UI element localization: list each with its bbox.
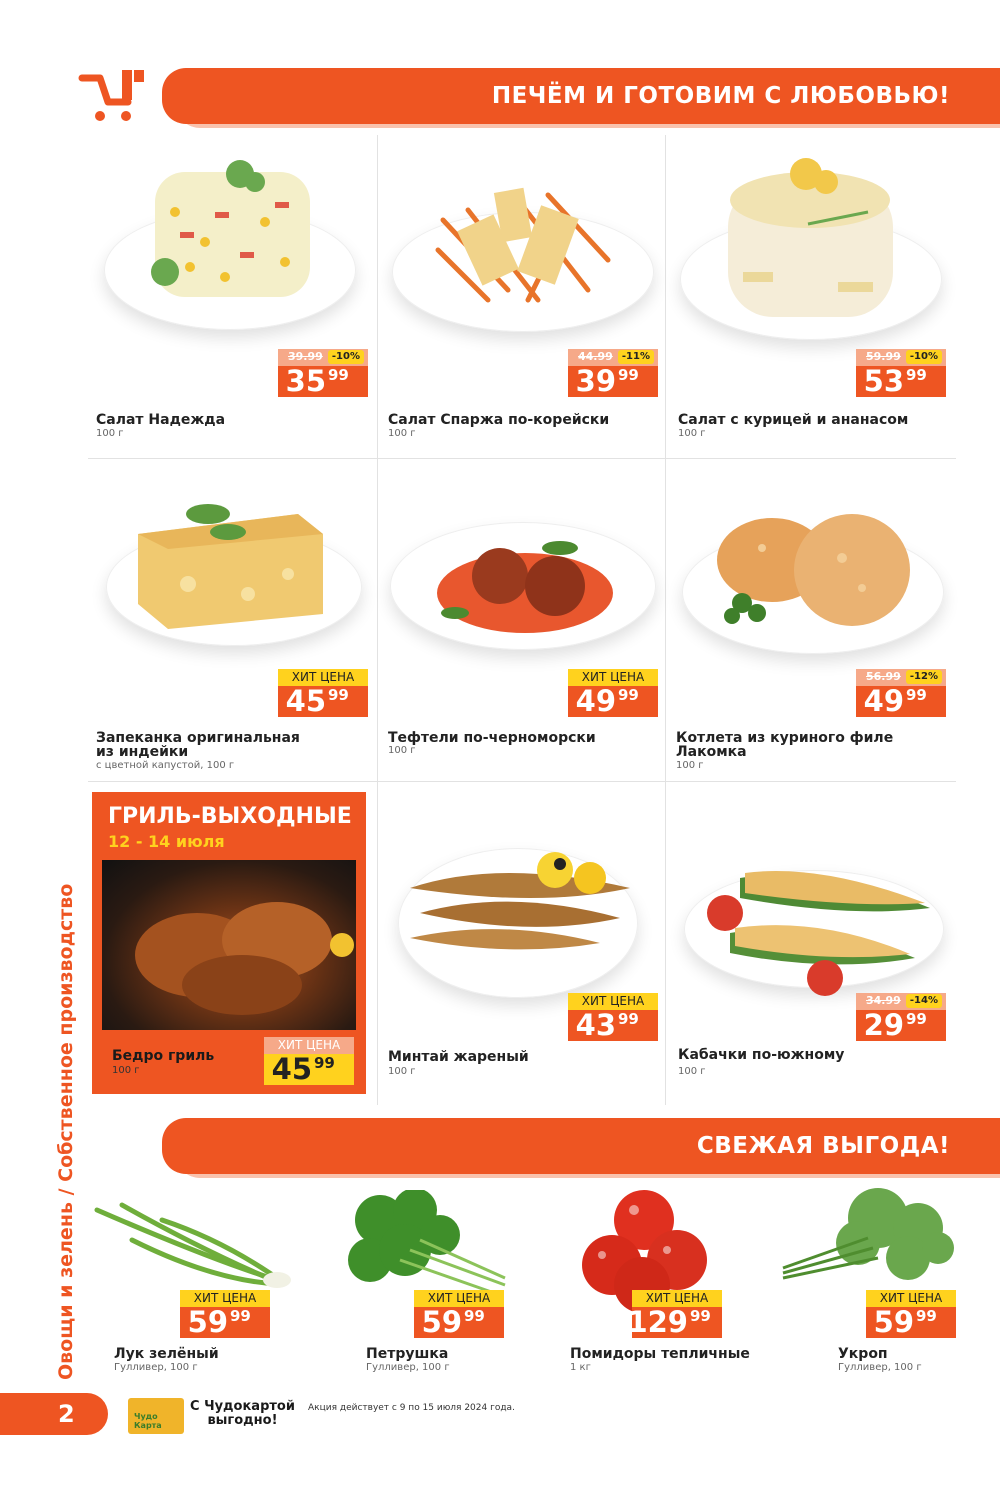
discount-badge: -11% [618,350,654,364]
price-tag [264,1037,354,1085]
price-kop: 99 [618,686,639,704]
product-weight: Гулливер, 100 г [838,1362,922,1373]
price-rub: 59 [187,1305,228,1339]
product-weight: 100 г [388,1066,416,1077]
price-tag [856,993,946,1041]
product-weight: 100 г [678,1066,706,1077]
price-kop: 99 [328,366,349,384]
product-weight: 100 г [112,1065,140,1076]
product-weight: Гулливер, 100 г [366,1362,450,1373]
product-name: из индейки [96,744,189,760]
hit-price-label: ХИТ ЦЕНА [568,993,658,1010]
product-weight: 1 кг [570,1362,591,1373]
discount-badge: -10% [906,350,942,364]
product-name: Запеканка оригинальная [96,730,300,746]
hit-price-label: ХИТ ЦЕНА [414,1290,504,1307]
old-price: 39.99 [288,350,323,363]
discount-badge: -12% [906,670,942,684]
green-onion-icon [92,1200,292,1295]
product-name: Лук зелёный [114,1346,219,1362]
section-banner [162,1118,1000,1174]
asparagus-salad-icon [428,180,618,310]
price-rub: 49 [575,684,616,718]
price-rub: 35 [285,364,326,398]
card-brand: Чудо Карта [134,1412,162,1430]
chicken-pineapple-salad-icon [718,152,903,322]
fried-fish-icon [400,848,640,958]
grid-divider [88,458,956,459]
grid-divider [377,135,378,1105]
dill-icon [778,1188,958,1298]
product-name: Минтай жареный [388,1049,529,1065]
discount-badge: -10% [328,350,364,364]
store-logo-icon [78,66,148,126]
price-rub: 45 [271,1052,312,1086]
product-name: Кабачки по-южному [678,1047,845,1063]
price-rub: 29 [863,1008,904,1042]
price-kop: 99 [906,366,927,384]
price-rub: 129 [627,1305,688,1339]
hit-price-label: ХИТ ЦЕНА [632,1290,722,1307]
product-name: Укроп [838,1346,888,1362]
price-rub: 59 [421,1305,462,1339]
product-name: Бедро гриль [112,1048,215,1064]
discount-badge: -14% [906,994,942,1008]
old-price: 34.99 [866,994,901,1007]
price-tag [627,1290,722,1339]
hit-price-label: ХИТ ЦЕНА [180,1290,270,1307]
side-category-label: Овощи и зелень / Собственное производство [55,883,77,1380]
product-weight: 100 г [96,428,124,439]
old-price: 56.99 [866,670,901,683]
price-kop: 99 [618,366,639,384]
price-tag [856,349,946,397]
hit-price-label: ХИТ ЦЕНА [866,1290,956,1307]
product-name: Лакомка [676,744,747,760]
page-title: ПЕЧЁМ И ГОТОВИМ С ЛЮБОВЬЮ! [491,83,950,109]
meatballs-icon [430,538,620,638]
chicken-cutlet-icon [712,508,912,633]
price-rub: 49 [863,684,904,718]
grill-weekend-promo [92,792,366,1094]
grilled-chicken-icon [102,860,356,1030]
old-price: 59.99 [866,350,901,363]
product-name: Салат с курицей и ананасом [678,412,909,428]
price-kop: 99 [314,1054,335,1072]
stuffed-zucchini-icon [700,858,940,998]
card-slogan [190,1400,295,1428]
loyalty-card-icon [128,1398,184,1434]
product-weight: с цветной капустой, 100 г [96,760,235,771]
old-price: 44.99 [578,350,613,363]
price-tag [856,669,946,717]
price-rub: 43 [575,1008,616,1042]
grid-divider [88,781,956,782]
promo-validity: Акция действует с 9 по 15 июля 2024 года. [308,1403,515,1413]
price-rub: 39 [575,364,616,398]
product-weight: 100 г [678,428,706,439]
price-tag [278,349,368,397]
price-kop: 99 [464,1307,485,1325]
price-kop: 99 [906,1010,927,1028]
price-tag [414,1290,504,1338]
hit-price-label: ХИТ ЦЕНА [568,669,658,686]
price-kop: 99 [230,1307,251,1325]
crab-salad-icon [145,152,320,302]
product-name: Тефтели по-черноморски [388,730,596,746]
price-rub: 45 [285,684,326,718]
product-weight: Гулливер, 100 г [114,1362,198,1373]
product-weight: 100 г [388,428,416,439]
section-title: СВЕЖАЯ ВЫГОДА! [696,1133,950,1159]
price-tag [180,1290,270,1338]
hit-price-label: ХИТ ЦЕНА [278,669,368,686]
page-number: 2 [58,1400,75,1428]
price-kop: 99 [690,1307,711,1325]
price-kop: 99 [618,1010,639,1028]
casserole-icon [128,494,328,634]
price-kop: 99 [916,1307,937,1325]
page-number-badge [0,1393,108,1435]
hit-price-label: ХИТ ЦЕНА [264,1037,354,1054]
header-banner [162,68,1000,124]
price-rub: 59 [873,1305,914,1339]
price-kop: 99 [906,686,927,704]
price-tag [278,669,368,717]
grilled-chicken-photo [102,860,356,1030]
promo-dates: 12 - 14 июля [108,832,225,851]
grid-divider [665,135,666,1105]
product-name: Салат Надежда [96,412,226,428]
price-tag [568,993,658,1041]
promo-title: ГРИЛЬ-ВЫХОДНЫЕ [108,804,352,829]
product-name: Помидоры тепличные [570,1346,750,1362]
price-tag [568,349,658,397]
product-name: Котлета из куриного филе [676,730,894,746]
price-kop: 99 [328,686,349,704]
price-tag [568,669,658,717]
product-name: Салат Спаржа по-корейски [388,412,610,428]
price-tag [866,1290,956,1338]
product-weight: 100 г [388,745,416,756]
product-name: Петрушка [366,1346,449,1362]
price-rub: 53 [863,364,904,398]
card-slogan-line: С Чудокартой [190,1399,295,1414]
product-weight: 100 г [676,760,704,771]
card-slogan-line: выгодно! [207,1413,278,1428]
